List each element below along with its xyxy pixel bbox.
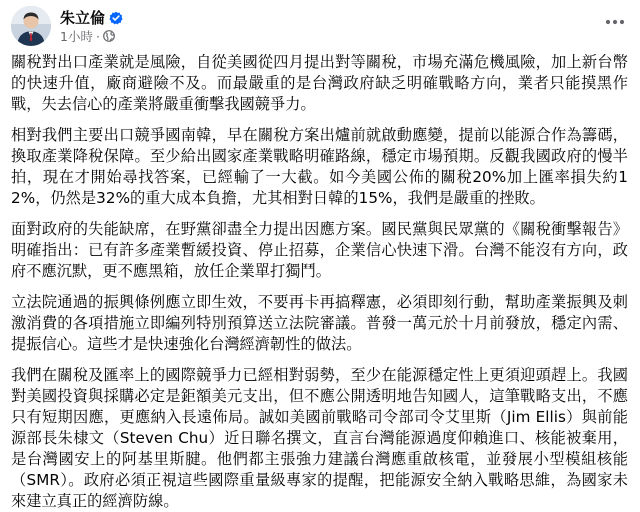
globe-icon[interactable] — [103, 30, 115, 42]
post-paragraph-5: 我們在關稅及匯率上的國際競爭力已經相對弱勢，至少在能源穩定性上更須迎頭趕上。我國對美國投資與採購必定是鉅額美元支出，但不應公開透明地告知國人，這筆戰略支出，不應只有短期因應，更應納入長遠佈局。誠如美國前戰略司令部司令艾里斯（Jim Ellis）與前能源部長朱棣文（Steven Chu）近日聯名撰文，直言台灣能源過度仰賴進口、核能被棄用，是台灣國安上的阿基里斯腱。他們都主張強力建議台灣應重啟核電，並發展小型模組核能（SMR）。政府必須正視這些國際重量級專家的提醒，把能源安全納入戰略思維，為國家未來建立真正的經濟防線。 — [11, 366, 628, 510]
post-meta — [60, 8, 123, 45]
post-timestamp[interactable]: 1小時 — [60, 29, 93, 44]
post-paragraph-2: 相對我們主要出口競爭國南韓，早在關稅方案出爐前就啟動應變，提前以能源合作為籌碼，換取產業降稅保障。至少給出國家產業戰略明確路線，穩定市場預期。反觀我國政府的慢半拍，現在才開始尋找答案，已經輸了一大截。如今美國公佈的關稅20%加上匯率損失約12%，仍然是32%的重大成本負擔，尤其相對日韓的15%，我們是嚴重的挫敗。 — [11, 126, 628, 207]
author-avatar[interactable] — [11, 6, 51, 46]
author-name[interactable]: 朱立倫 — [60, 9, 106, 27]
post-paragraph-1: 關稅對出口產業就是風險，自從美國從四月提出對等關稅，市場充滿危機風險，加上新台幣的快速升值，廠商避險不及。而最嚴重的是台灣政府缺乏明確戰略方向，業者只能摸黑作戰，失去信心的產業將嚴重衝擊我國競爭力。 — [11, 53, 628, 113]
post-time-row — [60, 28, 123, 45]
post-body — [11, 52, 628, 512]
post-paragraph-3: 面對政府的失能缺席，在野黨卻盡全力提出因應方案。國民黨與民眾黨的《關稅衝擊報告》明確指出：已有許多產業暫緩投資、停止招募，企業信心快速下滑。台灣不能沒有方向，政府不應沉默，更不應黑箱，放任企業單打獨鬥。 — [11, 220, 628, 280]
separator-dot: · — [95, 28, 100, 44]
post-header — [11, 6, 628, 46]
verified-badge-icon — [109, 11, 123, 25]
post-paragraph-4: 立法院通過的振興條例應立即生效，不要再卡再搞釋憲，必須即刻行動，幫助產業振興及刺激消費的各項措施立即編列特別預算送立法院審議。普發一萬元於十月前發放，穩定內需、提振信心。這些才是快速強化台灣經濟韌性的做法。 — [11, 293, 628, 353]
author-row — [60, 8, 123, 28]
more-options-icon[interactable] — [604, 14, 626, 30]
